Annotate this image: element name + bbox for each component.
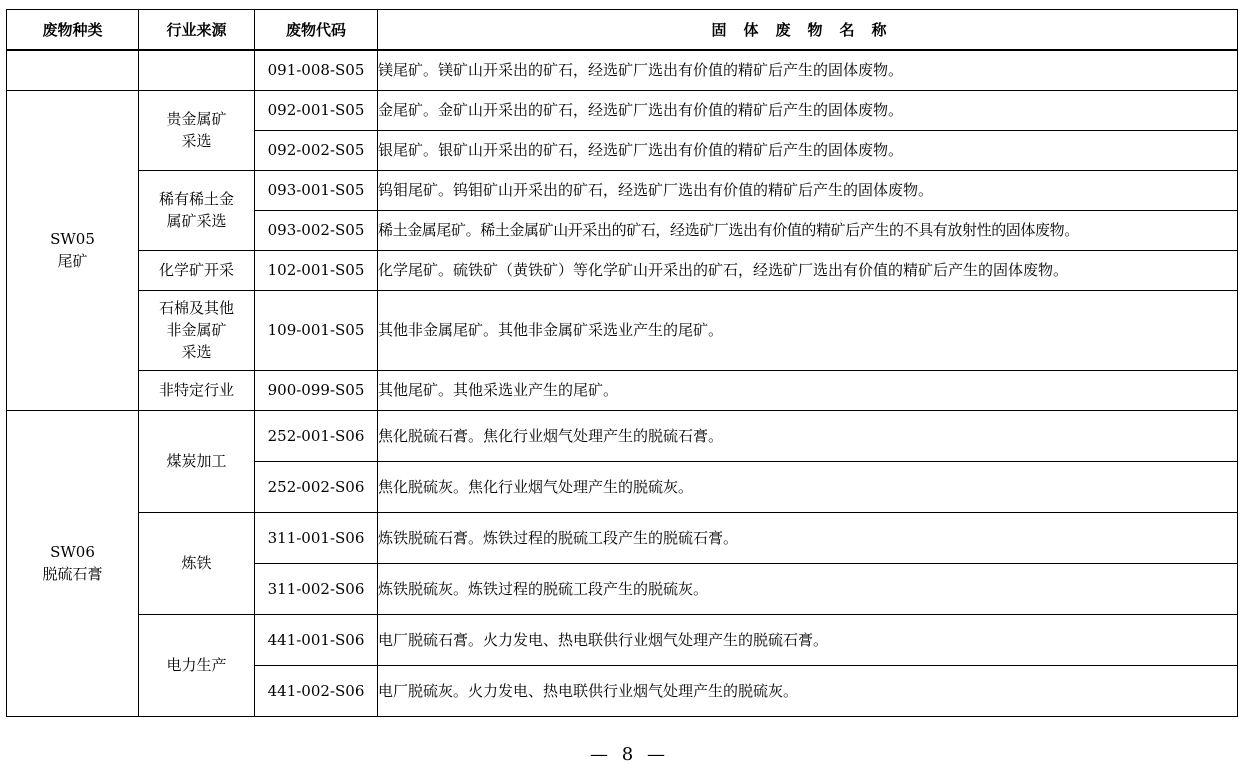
waste-code: 311-001-S06	[255, 512, 378, 563]
waste-code: 093-002-S05	[255, 210, 378, 250]
waste-name: 焦化脱硫灰。焦化行业烟气处理产生的脱硫灰。	[378, 461, 1238, 512]
source-line: 石棉及其他	[158, 299, 234, 317]
table-row	[7, 50, 1238, 90]
source-non-specific: 非特定行业	[139, 370, 255, 410]
source-coal: 煤炭加工	[139, 410, 255, 512]
table-row	[7, 170, 1238, 210]
waste-code: 252-001-S06	[255, 410, 378, 461]
waste-code: 441-002-S06	[255, 665, 378, 716]
page-number: — 8 —	[590, 744, 669, 765]
header-row	[7, 10, 1238, 51]
source-asbestos	[139, 290, 255, 370]
waste-code: 092-001-S05	[255, 90, 378, 130]
category-cell-empty	[7, 50, 139, 90]
waste-code: 311-002-S06	[255, 563, 378, 614]
source-power: 电力生产	[139, 614, 255, 716]
header-name: 固体废物名称	[378, 10, 1238, 51]
category-sw05	[7, 90, 139, 410]
source-precious-metal	[139, 90, 255, 170]
waste-name: 炼铁脱硫灰。炼铁过程的脱硫工段产生的脱硫灰。	[378, 563, 1238, 614]
header-category: 废物种类	[7, 10, 139, 51]
waste-code: 102-001-S05	[255, 250, 378, 290]
category-sw06	[7, 410, 139, 716]
waste-code: 441-001-S06	[255, 614, 378, 665]
waste-code: 092-002-S05	[255, 130, 378, 170]
waste-table	[6, 9, 1238, 717]
waste-name: 炼铁脱硫石膏。炼铁过程的脱硫工段产生的脱硫石膏。	[378, 512, 1238, 563]
source-iron: 炼铁	[139, 512, 255, 614]
source-rare-metal	[139, 170, 255, 250]
waste-name: 电厂脱硫石膏。火力发电、热电联供行业烟气处理产生的脱硫石膏。	[378, 614, 1238, 665]
waste-name: 电厂脱硫灰。火力发电、热电联供行业烟气处理产生的脱硫灰。	[378, 665, 1238, 716]
waste-name: 其他尾矿。其他采选业产生的尾矿。	[378, 370, 1238, 410]
source-line: 贵金属矿	[166, 110, 227, 128]
table-row	[7, 90, 1238, 130]
waste-name: 金尾矿。金矿山开采出的矿石，经选矿厂选出有价值的精矿后产生的固体废物。	[378, 90, 1238, 130]
category-code: SW06	[50, 543, 95, 561]
waste-name: 其他非金属尾矿。其他非金属矿采选业产生的尾矿。	[378, 290, 1238, 370]
source-line: 非金属矿	[166, 321, 227, 339]
table-row	[7, 250, 1238, 290]
table-row	[7, 370, 1238, 410]
waste-code: 252-002-S06	[255, 461, 378, 512]
category-code: SW05	[50, 230, 95, 248]
source-chemical: 化学矿开采	[139, 250, 255, 290]
table-row	[7, 410, 1238, 461]
table-row	[7, 512, 1238, 563]
table-row	[7, 290, 1238, 370]
category-name: 尾矿	[57, 252, 88, 270]
waste-name: 银尾矿。银矿山开采出的矿石，经选矿厂选出有价值的精矿后产生的固体废物。	[378, 130, 1238, 170]
waste-name: 稀土金属尾矿。稀土金属矿山开采出的矿石，经选矿厂选出有价值的精矿后产生的不具有放射性的固体废物。	[378, 210, 1238, 250]
header-source: 行业来源	[139, 10, 255, 51]
source-line: 采选	[181, 132, 212, 150]
source-cell-empty	[139, 50, 255, 90]
waste-code: 091-008-S05	[255, 50, 378, 90]
table-row	[7, 614, 1238, 665]
waste-code: 109-001-S05	[255, 290, 378, 370]
source-line: 稀有稀土金	[158, 190, 234, 208]
waste-name: 化学尾矿。硫铁矿（黄铁矿）等化学矿山开采出的矿石，经选矿厂选出有价值的精矿后产生的固体废物。	[378, 250, 1238, 290]
source-line: 采选	[181, 343, 212, 361]
category-name: 脱硫石膏	[42, 565, 103, 583]
waste-name: 焦化脱硫石膏。焦化行业烟气处理产生的脱硫石膏。	[378, 410, 1238, 461]
source-line: 属矿采选	[166, 212, 227, 230]
waste-name: 钨钼尾矿。钨钼矿山开采出的矿石，经选矿厂选出有价值的精矿后产生的固体废物。	[378, 170, 1238, 210]
header-code: 废物代码	[255, 10, 378, 51]
waste-code: 093-001-S05	[255, 170, 378, 210]
waste-name: 镁尾矿。镁矿山开采出的矿石，经选矿厂选出有价值的精矿后产生的固体废物。	[378, 50, 1238, 90]
waste-code: 900-099-S05	[255, 370, 378, 410]
